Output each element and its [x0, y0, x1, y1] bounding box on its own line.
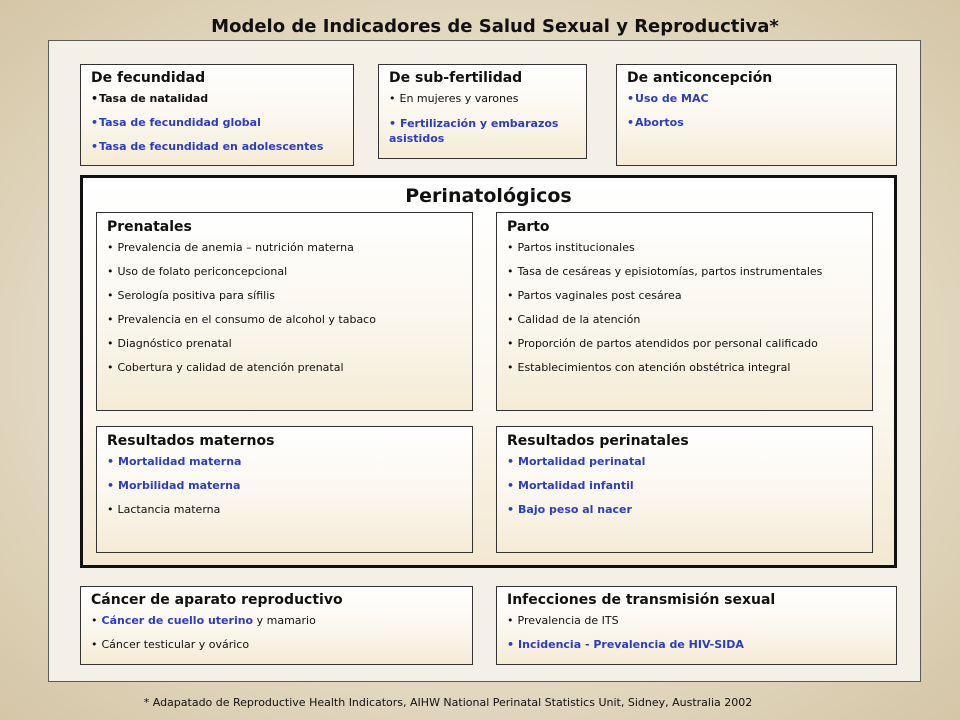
- list-item: • Fertilización y embarazos asistidos: [389, 116, 576, 146]
- list-item: • Uso de folato periconcepcional: [107, 265, 462, 278]
- list-item: • Tasa de cesáreas y episiotomías, partos instrumentales: [507, 265, 862, 278]
- list-item: • Prevalencia en el consumo de alcohol y tabaco: [107, 313, 462, 326]
- subfertilidad-box: [378, 64, 587, 159]
- fecundidad-heading: De fecundidad: [91, 70, 206, 86]
- page-title: Modelo de Indicadores de Salud Sexual y Reproductiva*: [211, 16, 779, 37]
- prenatales-box: [96, 212, 473, 411]
- anticoncepcion-box: [616, 64, 897, 166]
- list-item: • Cáncer testicular y ovárico: [91, 638, 462, 651]
- its-box: [496, 586, 897, 665]
- perinatologicos-heading: Perinatológicos: [405, 185, 572, 207]
- list-item: • Tasa de fecundidad en adolescentes: [91, 140, 343, 153]
- list-item: • Morbilidad materna: [107, 479, 462, 492]
- resultados-perinatales-heading: Resultados perinatales: [507, 433, 689, 449]
- list-item: • Cobertura y calidad de atención prenatal: [107, 361, 462, 374]
- cancer-cuello-text: Cáncer de cuello uterino: [101, 614, 254, 627]
- resultados-perinatales-box: [496, 426, 873, 553]
- list-item: [91, 614, 462, 627]
- list-item: • Serología positiva para sífilis: [107, 289, 462, 302]
- resultados-maternos-heading: Resultados maternos: [107, 433, 275, 449]
- list-item: • Lactancia materna: [107, 503, 462, 516]
- subfertilidad-heading: De sub-fertilidad: [389, 70, 523, 86]
- cancer-mamario-text: y mamario: [253, 614, 316, 627]
- list-item: • Mortalidad infantil: [507, 479, 862, 492]
- list-item: • Uso de MAC: [627, 92, 886, 105]
- list-item: • Calidad de la atención: [507, 313, 862, 326]
- list-item: • En mujeres y varones: [389, 92, 576, 105]
- list-item: • Incidencia - Prevalencia de HIV-SIDA: [507, 638, 886, 651]
- list-item: • Abortos: [627, 116, 886, 129]
- list-item: • Diagnóstico prenatal: [107, 337, 462, 350]
- list-item: • Prevalencia de ITS: [507, 614, 886, 627]
- list-item: • Mortalidad perinatal: [507, 455, 862, 468]
- anticoncepcion-heading: De anticoncepción: [627, 70, 773, 86]
- list-item: • Bajo peso al nacer: [507, 503, 862, 516]
- parto-heading: Parto: [507, 219, 550, 235]
- list-item: • Establecimientos con atención obstétrica integral: [507, 361, 862, 374]
- cancer-heading: Cáncer de aparato reproductivo: [91, 592, 343, 608]
- list-item: • Prevalencia de anemia – nutrición materna: [107, 241, 462, 254]
- fecundidad-box: [80, 64, 354, 166]
- list-item: • Partos vaginales post cesárea: [507, 289, 862, 302]
- list-item: • Tasa de fecundidad global: [91, 116, 343, 129]
- parto-box: [496, 212, 873, 411]
- list-item: • Mortalidad materna: [107, 455, 462, 468]
- resultados-maternos-box: [96, 426, 473, 553]
- list-item: • Proporción de partos atendidos por personal calificado: [507, 337, 862, 350]
- list-item: • Partos institucionales: [507, 241, 862, 254]
- list-item: • Tasa de natalidad: [91, 92, 343, 105]
- cancer-box: [80, 586, 473, 665]
- footnote: * Adapatado de Reproductive Health Indicators, AIHW National Perinatal Statistics Unit, Sidney, Australia 2002: [143, 696, 753, 709]
- prenatales-heading: Prenatales: [107, 219, 192, 235]
- its-heading: Infecciones de transmisión sexual: [507, 592, 776, 608]
